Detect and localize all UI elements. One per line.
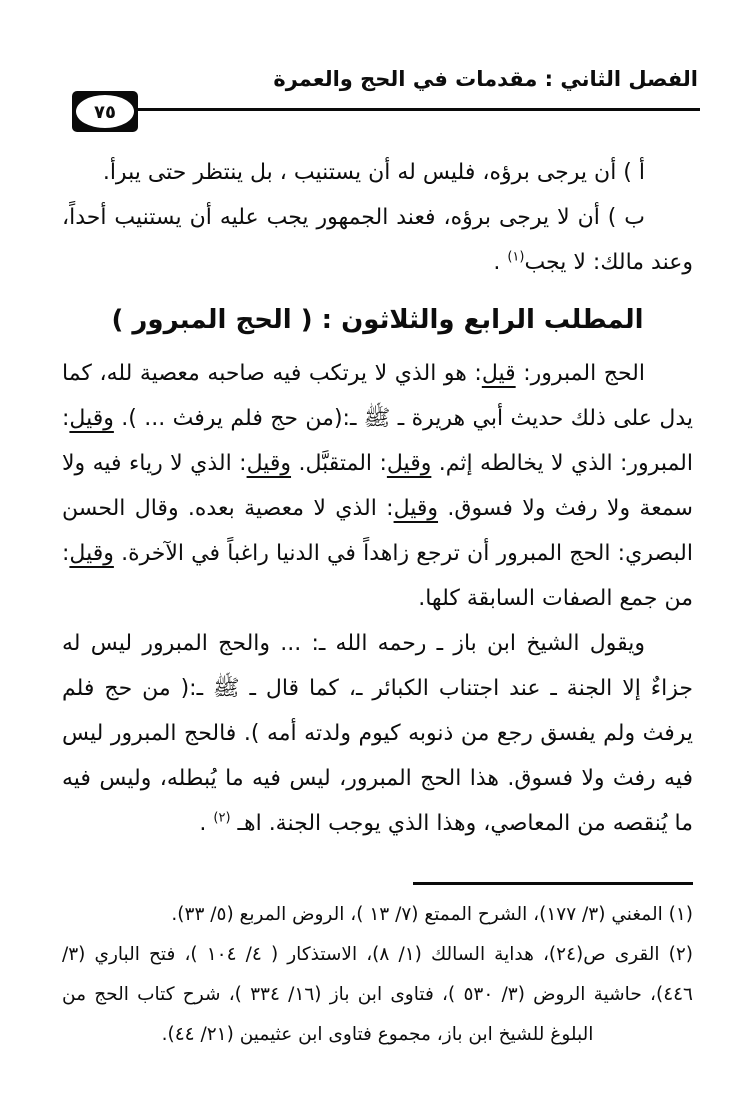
para1-underlined-waqila: وقيل: [393, 496, 439, 521]
list-item-a: [62, 150, 693, 195]
para1-underlined-waqila: وقيل: [386, 451, 432, 476]
paragraph-ibn-baz-quote: [62, 621, 693, 846]
page-number-badge: [72, 91, 138, 132]
page-body: [62, 150, 693, 864]
para1-text: : الذي لا معصية بعده. وقال الحسن البصري: الحج المبرور أن ترجع زاهداً في الدنيا راغباً في الآخرة.: [62, 496, 693, 566]
chapter-title: الفصل الثاني : مقدمات في الحج والعمرة: [273, 67, 698, 91]
footnotes-section: [62, 866, 693, 1077]
para1-text: : المبرور: الذي لا يخالطه إثم.: [62, 406, 693, 476]
para1-text: : المتقبَّل.: [291, 451, 387, 476]
page-number: ٧٥: [76, 95, 134, 128]
section-heading: المطلب الرابع والثلاثون : ( الحج المبرور ): [111, 305, 644, 335]
para1-underlined-qila: قيل: [481, 361, 516, 386]
paragraph-definitions: [62, 351, 693, 621]
para1-text: : هو الذي لا يرتكب فيه صاحبه معصية لله، كما يدل على ذلك حديث أبي هريرة ـ ﷺ ـ:(من حج فلم يرفث ... ).: [62, 361, 693, 431]
footnote-separator-rule: [413, 882, 693, 885]
header-rule: [134, 108, 700, 111]
para2-text: ويقول الشيخ ابن باز ـ رحمه الله ـ: ... والحج المبرور ليس له جزاءٌ إلا الجنة ـ عند اجتناب الكبائر ـ، كما قال ـ ﷺ ـ:( من حج فلم يرفث ولم يفسق رجع من ذنوبه كيوم ولدته أمه ). فالحج المبرور ليس فيه رفث ولا فسوق. هذا الحج المبرور، ليس فيه ما يُبطله، وليس فيه ما يُنقصه من المعاصي، وهذا الذي يوجب الجنة. اهـ: [62, 631, 693, 836]
list-item-b-tail: .: [493, 250, 508, 275]
para1-underlined-waqila: وقيل: [69, 406, 114, 431]
para1-text: : الذي لا رياء فيه ولا سمعة ولا رفث ولا فسوق.: [62, 451, 693, 521]
list-item-b: [62, 195, 693, 285]
para2-tail: .: [199, 811, 214, 836]
footnote-1: (١) المغني (٣/ ١٧٧)، الشرح الممتع (٧/ ١٣ )، الروض المربع (٥/ ٣٣).: [171, 904, 693, 925]
para1-underlined-waqila: وقيل: [69, 541, 114, 566]
footnote-2: (٢) القرى ص(٢٤)، هداية السالك (١/ ٨)، الاستذكار ( ٤/ ١٠٤ )، فتح الباري (٣/ ٤٤٦)، حاشية الروض (٣/ ٥٣٠ )، فتاوى ابن باز (١٦/ ٣٣٤ )، شرح كتاب الحج من البلوغ للشيخ ابن باز، مجموع فتاوى ابن عثيمين (٢١/ ٤٤).: [62, 944, 693, 1045]
list-item-b-text: ب ) أن لا يرجى برؤه، فعند الجمهور يجب عليه أن يستنيب أحداً، وعند مالك: لا يجب: [62, 205, 693, 275]
list-item-a-text: أ ) أن يرجى برؤه، فليس له أن يستنيب ، بل ينتظر حتى يبرأ.: [102, 160, 645, 185]
para1-text: الحج المبرور:: [515, 361, 645, 386]
footnote-ref-2: (٢): [213, 810, 231, 826]
para1-text: : من جمع الصفات السابقة كلها.: [62, 541, 693, 611]
footnote-ref-1: (١): [507, 249, 525, 265]
para1-underlined-waqila: وقيل: [246, 451, 292, 476]
